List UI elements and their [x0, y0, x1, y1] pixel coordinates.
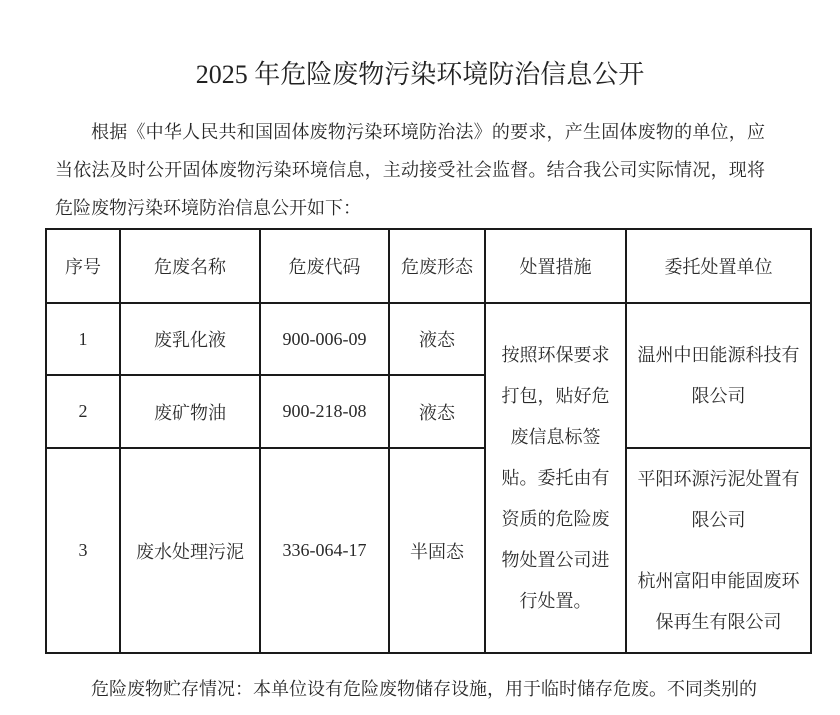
- cell-serial: 1: [46, 303, 120, 375]
- header-waste-name: 危废名称: [120, 229, 260, 303]
- cell-waste-form: 液态: [389, 303, 485, 375]
- table-row: [46, 448, 811, 653]
- entrusted-company: 平阳环源污泥处置有限公司: [637, 468, 800, 530]
- cell-waste-name: 废乳化液: [120, 303, 260, 375]
- cell-waste-code: 900-006-09: [260, 303, 389, 375]
- table-header-row: [46, 229, 811, 303]
- cell-waste-name: 废矿物油: [120, 375, 260, 448]
- cell-waste-form: 半固态: [389, 448, 485, 653]
- cell-entrusted-unit-row-3: [626, 448, 811, 653]
- header-waste-form: 危废形态: [389, 229, 485, 303]
- intro-paragraph: 根据《中华人民共和国固体废物污染环境防治法》的要求，产生固体废物的单位，应当依法及时公开固体废物污染环境信息，主动接受社会监督。结合我公司实际情况，现将危险废物污染环境防治信息公开如下：: [55, 122, 765, 218]
- hazardous-waste-table: [45, 228, 812, 654]
- cell-waste-code: 336-064-17: [260, 448, 389, 653]
- cell-entrusted-unit-rows-1-2: 温州中田能源科技有限公司: [626, 303, 811, 448]
- header-waste-code: 危废代码: [260, 229, 389, 303]
- entrusted-company: 杭州富阳申能固废环保再生有限公司: [637, 570, 800, 632]
- table-row: [46, 303, 811, 375]
- cell-serial: 3: [46, 448, 120, 653]
- cell-waste-code: 900-218-08: [260, 375, 389, 448]
- cell-disposal-measure: 按照环保要求打包，贴好危废信息标签贴。委托由有资质的危险废物处置公司进行处置。: [485, 303, 626, 653]
- page-title: 2025 年危险废物污染环境防治信息公开: [195, 60, 645, 89]
- header-serial-number: 序号: [46, 229, 120, 303]
- cell-waste-form: 液态: [389, 375, 485, 448]
- header-disposal-measure: 处置措施: [485, 229, 626, 303]
- cell-serial: 2: [46, 375, 120, 448]
- storage-note-paragraph: 危险废物贮存情况：本单位设有危险废物储存设施，用于临时储存危废。不同类别的: [91, 679, 757, 699]
- cell-waste-name: 废水处理污泥: [120, 448, 260, 653]
- header-entrusted-unit: 委托处置单位: [626, 229, 811, 303]
